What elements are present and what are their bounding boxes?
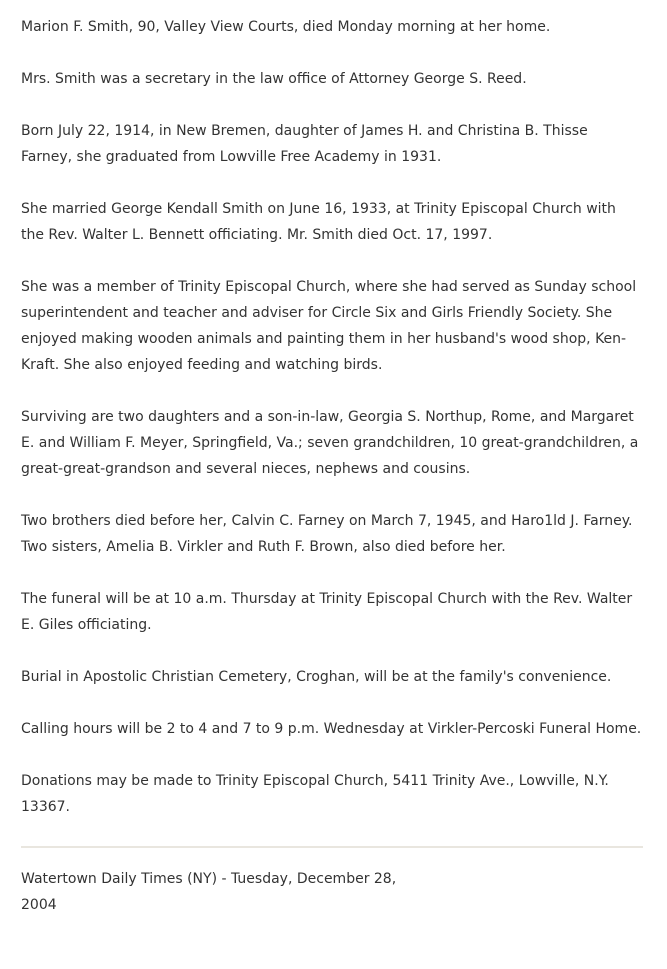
article-paragraph: The funeral will be at 10 a.m. Thursday at Trinity Episcopal Church with the Rev. Walter E. Giles officiating.	[21, 591, 633, 633]
divider	[21, 846, 643, 848]
article-paragraph: Surviving are two daughters and a son-in-law, Georgia S. Northup, Rome, and Margaret E. and William F. Meyer, Springfield, Va.; seven grandchildren, 10 great-grandchildren, a great-great-grandson and several nieces, nephews and cousins.	[21, 409, 639, 477]
obituary-article	[21, 14, 643, 820]
article-paragraph: Calling hours will be 2 to 4 and 7 to 9 p.m. Wednesday at Virkler-Percoski Funeral Home.	[21, 721, 642, 737]
article-paragraph: Burial in Apostolic Christian Cemetery, Croghan, will be at the family's convenience.	[21, 669, 612, 685]
article-paragraph: She married George Kendall Smith on June 16, 1933, at Trinity Episcopal Church with the Rev. Walter L. Bennett officiating. Mr. Smith died Oct. 17, 1997.	[21, 201, 616, 243]
article-paragraph: Mrs. Smith was a secretary in the law office of Attorney George S. Reed.	[21, 71, 527, 87]
article-paragraph: Two brothers died before her, Calvin C. Farney on March 7, 1945, and Haro1ld J. Farney. Two sisters, Amelia B. Virkler and Ruth F. Brown, also died before her.	[21, 513, 633, 555]
article-paragraph: Born July 22, 1914, in New Bremen, daughter of James H. and Christina B. Thisse Farney, she graduated from Lowville Free Academy in 1931.	[21, 123, 588, 165]
source-year-line: 2004	[21, 897, 57, 913]
article-paragraph: She was a member of Trinity Episcopal Church, where she had served as Sunday school superintendent and teacher and adviser for Circle Six and Girls Friendly Society. She enjoyed making wooden animals and painting them in her husband's wood shop, Ken-Kraft. She also enjoyed feeding and watching birds.	[21, 279, 637, 373]
article-paragraph: Donations may be made to Trinity Episcopal Church, 5411 Trinity Ave., Lowville, N.Y. 13367.	[21, 773, 609, 815]
source-citation	[21, 866, 421, 918]
source-publication-line: Watertown Daily Times (NY) - Tuesday, December 28,	[21, 871, 397, 887]
article-paragraph: Marion F. Smith, 90, Valley View Courts, died Monday morning at her home.	[21, 19, 551, 35]
